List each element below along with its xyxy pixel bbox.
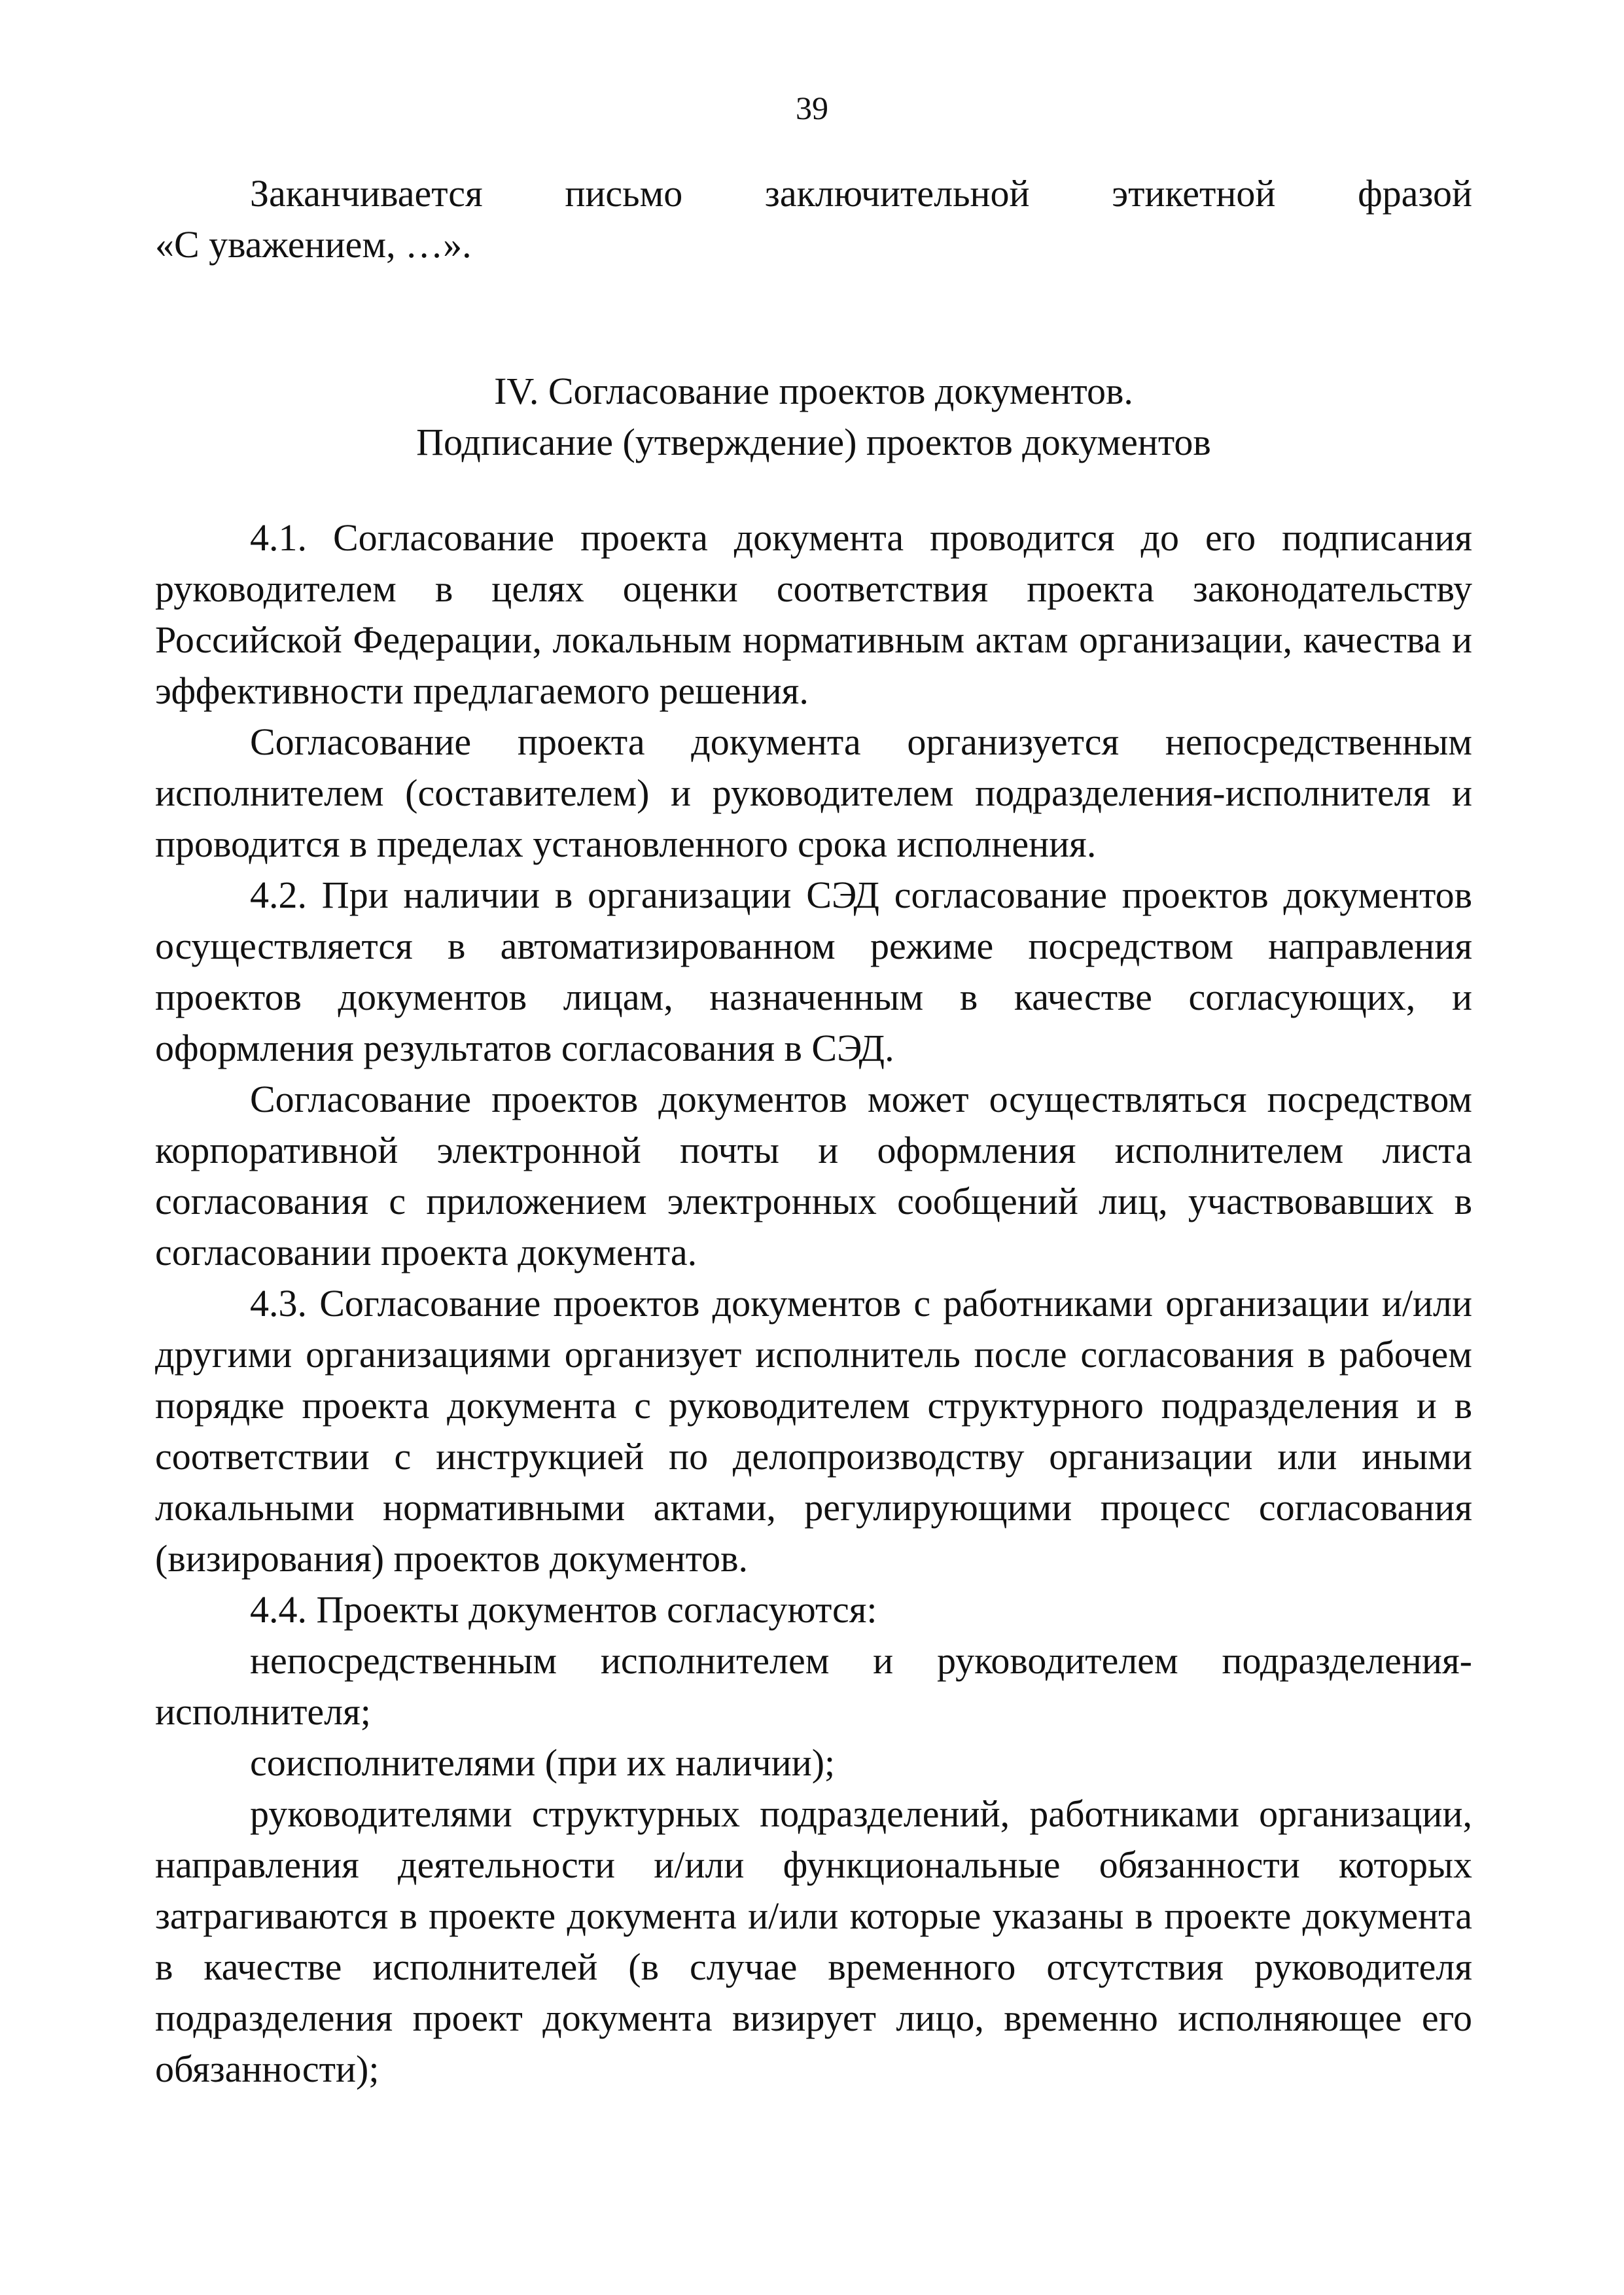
intro-line-2: «С уважением, …». (155, 223, 472, 266)
paragraph-4-1-continued: Согласование проекта документа организуется непосредственным исполнителем (составителем) и руководителем подразделения-исполнителя и проводится в пределах установленного срока исполнения. (155, 721, 1472, 865)
page-content (155, 168, 1472, 2095)
spacer (155, 468, 1472, 512)
list-item: руководителями структурных подразделений, работниками организации, направления деятельности и/или функциональные обязанности которых затрагиваются в проекте документа и/или которые указаны в проекте документа в качестве исполнителей (в случае временного отсутствия руководителя подразделения проект документа визирует лицо, временно исполняющее его обязанности); (155, 1792, 1472, 2090)
section-title-line-1: IV. Согласование проектов документов. (494, 370, 1133, 412)
paragraph-4-4: 4.4. Проекты документов согласуются: (250, 1588, 877, 1631)
spacer (155, 270, 1472, 366)
page-number: 39 (796, 90, 828, 126)
paragraph-4-1: 4.1. Согласование проекта документа проводится до его подписания руководителем в целях оценки соответствия проекта законодательству Российской Федерации, локальным нормативным актам организации, качества и эффективности предлагаемого решения. (155, 516, 1472, 712)
list-item: соисполнителями (при их наличии); (250, 1741, 836, 1784)
paragraph-4-3: 4.3. Согласование проектов документов с работниками организации и/или другими организациями организует исполнитель после согласования в рабочем порядке проекта документа с руководителем структурного подразделения и в соответствии с инструкцией по делопроизводству организации или иными локальными нормативными актами, регулирующими процесс согласования (визирования) проектов документов. (155, 1282, 1472, 1580)
paragraph-4-2: 4.2. При наличии в организации СЭД согласование проектов документов осуществляется в автоматизированном режиме посредством направления проектов документов лицам, назначенным в качестве согласующих, и оформления результатов согласования в СЭД. (155, 874, 1472, 1069)
paragraph-4-2-continued: Согласование проектов документов может осуществляться посредством корпоративной электронной почты и оформления исполнителем листа согласования с приложением электронных сообщений лиц, участвовавших в согласовании проекта документа. (155, 1078, 1472, 1273)
section-title-line-2: Подписание (утверждение) проектов документов (416, 421, 1211, 463)
list-item: непосредственным исполнителем и руководителем подразделения-исполнителя; (155, 1639, 1472, 1733)
intro-line-1: Заканчивается письмо заключительной этикетной фразой (250, 172, 1472, 215)
